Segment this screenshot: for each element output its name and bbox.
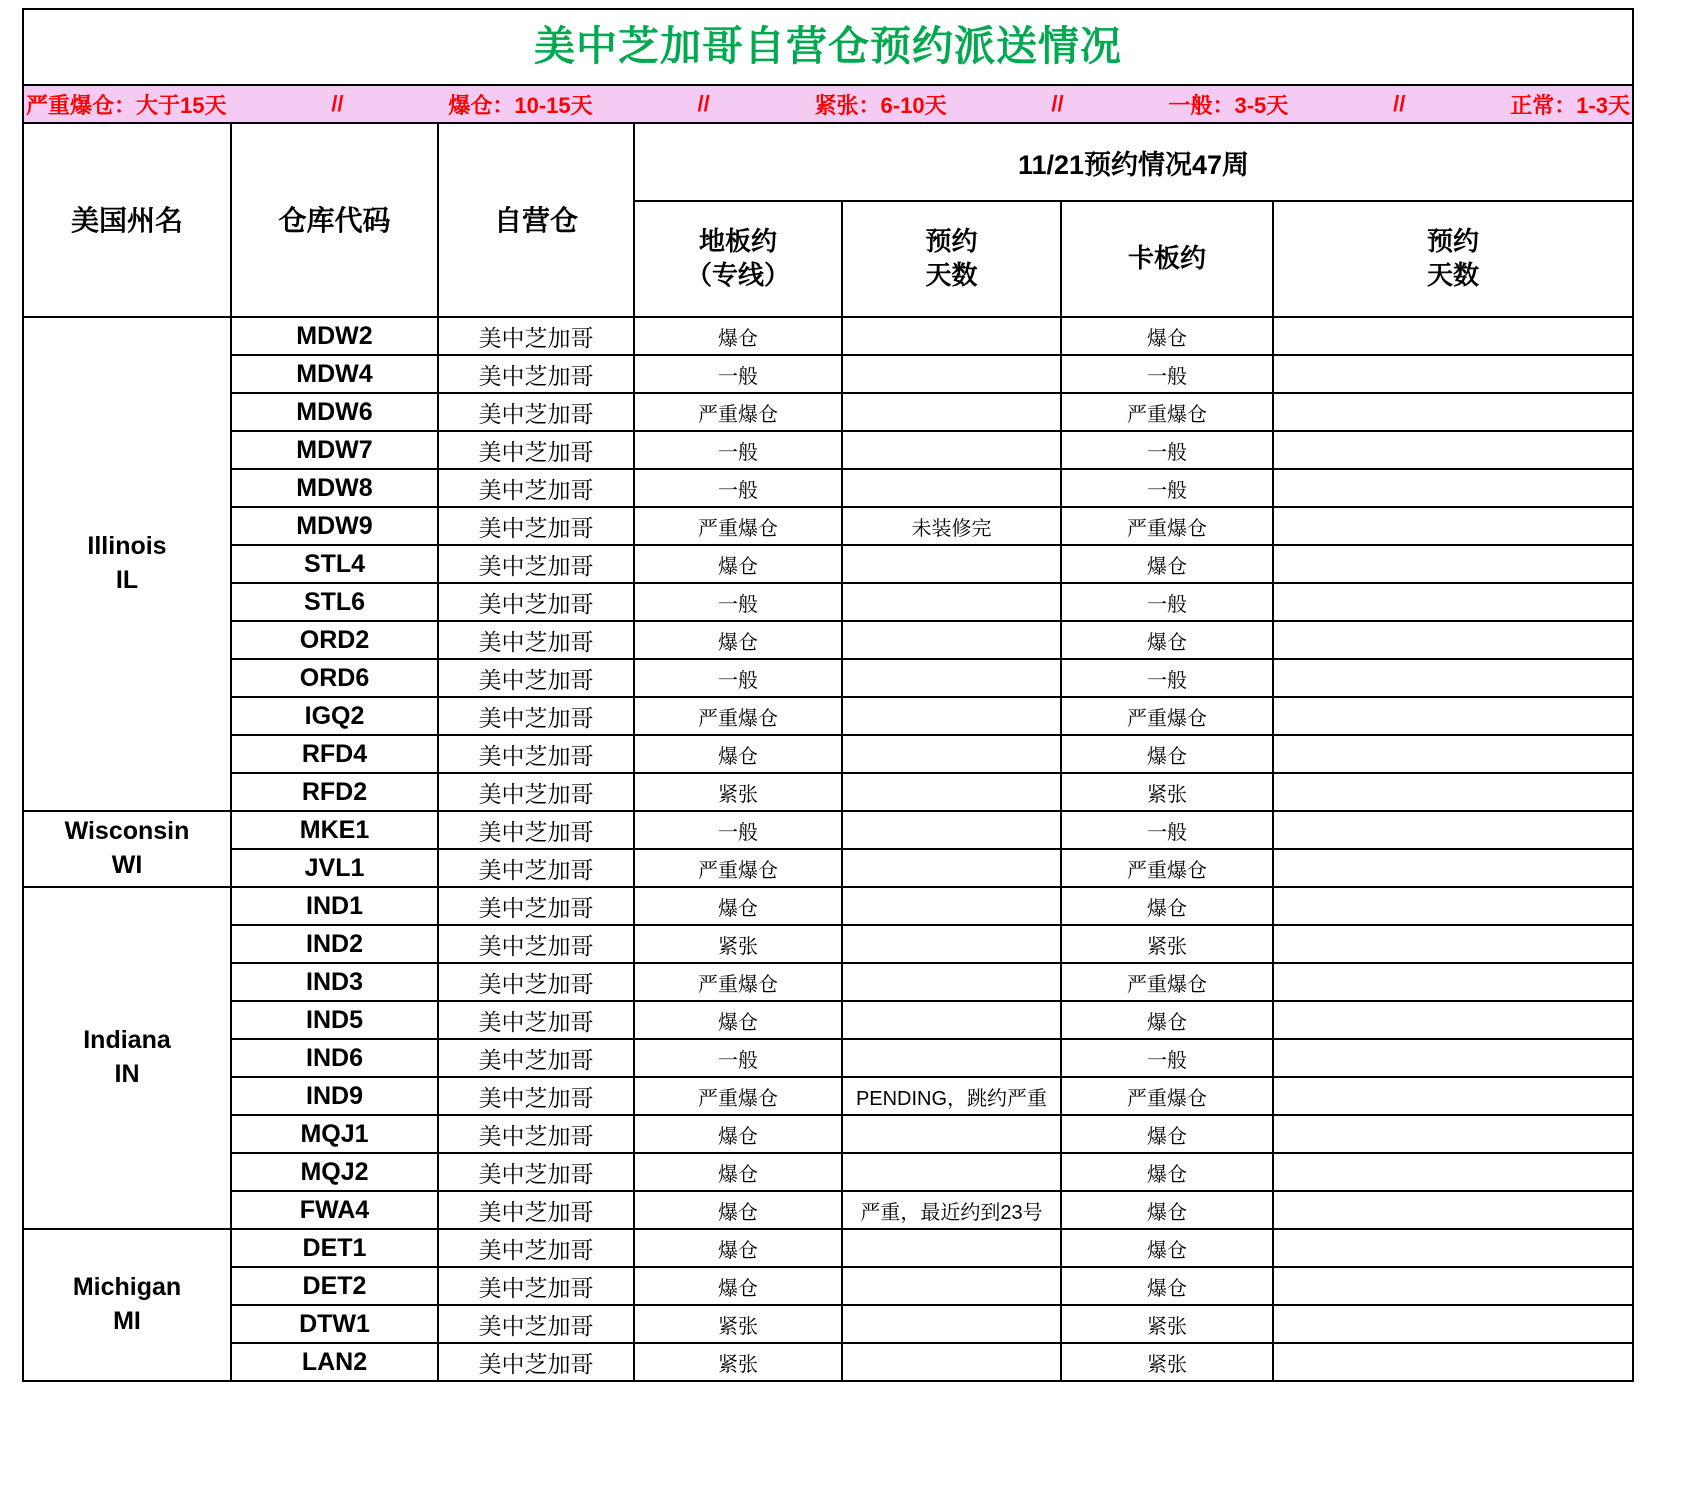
floor-status-cell: 严重爆仓 <box>634 393 842 431</box>
floor-status-cell: 紧张 <box>634 1343 842 1381</box>
header-floor-line1: 地板约 <box>698 226 777 257</box>
state-cell <box>23 317 231 811</box>
pallet-days-note-cell <box>1273 469 1633 507</box>
warehouse-code-cell: LAN2 <box>231 1343 438 1381</box>
floor-days-note-cell <box>842 811 1061 849</box>
floor-days-note-cell <box>842 1039 1061 1077</box>
pallet-status-cell: 爆仓 <box>1061 1229 1273 1267</box>
warehouse-code-cell: STL6 <box>231 583 438 621</box>
pallet-days-note-cell <box>1273 393 1633 431</box>
pallet-status-cell: 一般 <box>1061 469 1273 507</box>
pallet-status-cell: 紧张 <box>1061 925 1273 963</box>
legend-item: 严重爆仓：大于15天 <box>26 92 227 118</box>
title-row <box>23 9 1633 85</box>
floor-days-note-cell <box>842 735 1061 773</box>
pallet-days-note-cell <box>1273 1305 1633 1343</box>
warehouse-code-cell: MDW9 <box>231 507 438 545</box>
warehouse-name-cell: 美中芝加哥 <box>438 431 634 469</box>
warehouse-code-cell: IND3 <box>231 963 438 1001</box>
table-row <box>23 811 1633 849</box>
floor-days-note-cell <box>842 659 1061 697</box>
warehouse-code-cell: FWA4 <box>231 1191 438 1229</box>
table-row <box>23 393 1633 431</box>
pallet-status-cell: 爆仓 <box>1061 621 1273 659</box>
header-days1-line1: 预约 <box>925 226 978 257</box>
pallet-status-cell: 严重爆仓 <box>1061 393 1273 431</box>
warehouse-name-cell: 美中芝加哥 <box>438 1191 634 1229</box>
pallet-days-note-cell <box>1273 1077 1633 1115</box>
state-name: Wisconsin <box>64 817 190 846</box>
floor-days-note-cell <box>842 355 1061 393</box>
warehouse-name-cell: 美中芝加哥 <box>438 583 634 621</box>
floor-days-note-cell <box>842 1229 1061 1267</box>
pallet-days-note-cell <box>1273 963 1633 1001</box>
warehouse-name-cell: 美中芝加哥 <box>438 773 634 811</box>
floor-days-note-cell <box>842 431 1061 469</box>
state-name: Indiana <box>83 1026 171 1055</box>
floor-days-note-cell <box>842 1267 1061 1305</box>
warehouse-code-cell: DTW1 <box>231 1305 438 1343</box>
floor-days-note-cell <box>842 1305 1061 1343</box>
table-row <box>23 621 1633 659</box>
legend-cell <box>23 85 1633 123</box>
warehouse-code-cell: IND6 <box>231 1039 438 1077</box>
pallet-days-note-cell <box>1273 355 1633 393</box>
header-days-2 <box>1273 201 1633 317</box>
warehouse-name-cell: 美中芝加哥 <box>438 735 634 773</box>
floor-status-cell: 严重爆仓 <box>634 963 842 1001</box>
floor-status-cell: 紧张 <box>634 925 842 963</box>
floor-days-note-cell <box>842 887 1061 925</box>
pallet-days-note-cell <box>1273 1229 1633 1267</box>
floor-days-note-cell <box>842 1001 1061 1039</box>
table-row <box>23 545 1633 583</box>
warehouse-code-cell: ORD2 <box>231 621 438 659</box>
table-row <box>23 963 1633 1001</box>
pallet-status-cell: 一般 <box>1061 1039 1273 1077</box>
pallet-status-cell: 爆仓 <box>1061 887 1273 925</box>
warehouse-code-cell: IND5 <box>231 1001 438 1039</box>
warehouse-code-cell: MDW7 <box>231 431 438 469</box>
pallet-days-note-cell <box>1273 583 1633 621</box>
warehouse-name-cell: 美中芝加哥 <box>438 507 634 545</box>
floor-status-cell: 严重爆仓 <box>634 1077 842 1115</box>
legend-item: 正常：1-3天 <box>1510 92 1630 118</box>
floor-status-cell: 一般 <box>634 583 842 621</box>
warehouse-name-cell: 美中芝加哥 <box>438 1343 634 1381</box>
warehouse-name-cell: 美中芝加哥 <box>438 1305 634 1343</box>
legend-container <box>24 89 1632 120</box>
table-row <box>23 1039 1633 1077</box>
table-row <box>23 659 1633 697</box>
pallet-days-note-cell <box>1273 811 1633 849</box>
warehouse-name-cell: 美中芝加哥 <box>438 545 634 583</box>
table-row <box>23 1153 1633 1191</box>
floor-status-cell: 爆仓 <box>634 545 842 583</box>
pallet-status-cell: 一般 <box>1061 431 1273 469</box>
warehouse-name-cell: 美中芝加哥 <box>438 963 634 1001</box>
floor-status-cell: 爆仓 <box>634 1267 842 1305</box>
warehouse-code-cell: DET1 <box>231 1229 438 1267</box>
floor-status-cell: 爆仓 <box>634 317 842 355</box>
header-days2-line1: 预约 <box>1427 226 1480 257</box>
pallet-days-note-cell <box>1273 735 1633 773</box>
warehouse-name-cell: 美中芝加哥 <box>438 317 634 355</box>
table-row <box>23 773 1633 811</box>
pallet-status-cell: 爆仓 <box>1061 545 1273 583</box>
pallet-days-note-cell <box>1273 1191 1633 1229</box>
legend-separator: // <box>697 91 710 116</box>
page-title: 美中芝加哥自营仓预约派送情况 <box>534 23 1123 70</box>
table-row <box>23 583 1633 621</box>
pallet-days-note-cell <box>1273 887 1633 925</box>
header-days-1 <box>842 201 1061 317</box>
pallet-status-cell: 严重爆仓 <box>1061 963 1273 1001</box>
floor-status-cell: 一般 <box>634 1039 842 1077</box>
warehouse-name-cell: 美中芝加哥 <box>438 1153 634 1191</box>
pallet-status-cell: 爆仓 <box>1061 735 1273 773</box>
warehouse-name-cell: 美中芝加哥 <box>438 1229 634 1267</box>
spreadsheet-sheet <box>0 8 1704 1486</box>
pallet-status-cell: 爆仓 <box>1061 1115 1273 1153</box>
pallet-status-cell: 一般 <box>1061 583 1273 621</box>
header-floor-appointment <box>634 201 842 317</box>
legend-item: 紧张：6-10天 <box>814 92 947 118</box>
table-row <box>23 849 1633 887</box>
warehouse-name-cell: 美中芝加哥 <box>438 1267 634 1305</box>
warehouse-name-cell: 美中芝加哥 <box>438 355 634 393</box>
warehouse-name-cell: 美中芝加哥 <box>438 1001 634 1039</box>
pallet-status-cell: 爆仓 <box>1061 317 1273 355</box>
header-days1-line2: 天数 <box>925 260 978 290</box>
state-abbr: WI <box>111 851 143 879</box>
pallet-days-note-cell <box>1273 1001 1633 1039</box>
pallet-days-note-cell <box>1273 659 1633 697</box>
floor-days-note-cell <box>842 697 1061 735</box>
floor-status-cell: 爆仓 <box>634 735 842 773</box>
warehouse-code-cell: MDW8 <box>231 469 438 507</box>
pallet-status-cell: 紧张 <box>1061 773 1273 811</box>
table-row <box>23 925 1633 963</box>
warehouse-code-cell: JVL1 <box>231 849 438 887</box>
pallet-status-cell: 爆仓 <box>1061 1191 1273 1229</box>
warehouse-name-cell: 美中芝加哥 <box>438 469 634 507</box>
floor-days-note-cell <box>842 1343 1061 1381</box>
floor-status-cell: 爆仓 <box>634 1191 842 1229</box>
warehouse-name-cell: 美中芝加哥 <box>438 811 634 849</box>
page-title-cell <box>23 9 1633 85</box>
pallet-days-note-cell <box>1273 507 1633 545</box>
state-abbr: IL <box>115 566 139 594</box>
pallet-days-note-cell <box>1273 1267 1633 1305</box>
floor-status-cell: 严重爆仓 <box>634 697 842 735</box>
floor-days-note-cell: 严重，最近约到23号 <box>842 1191 1061 1229</box>
floor-status-cell: 严重爆仓 <box>634 849 842 887</box>
warehouse-name-cell: 美中芝加哥 <box>438 1077 634 1115</box>
table-row <box>23 697 1633 735</box>
floor-days-note-cell <box>842 469 1061 507</box>
floor-status-cell: 爆仓 <box>634 1115 842 1153</box>
pallet-days-note-cell <box>1273 697 1633 735</box>
pallet-days-note-cell <box>1273 773 1633 811</box>
pallet-status-cell: 爆仓 <box>1061 1267 1273 1305</box>
warehouse-name-cell: 美中芝加哥 <box>438 1115 634 1153</box>
floor-days-note-cell <box>842 393 1061 431</box>
floor-status-cell: 爆仓 <box>634 1153 842 1191</box>
legend-separator: // <box>1051 91 1064 116</box>
legend-item: 一般：3-5天 <box>1168 92 1289 118</box>
floor-days-note-cell <box>842 773 1061 811</box>
legend-separator: // <box>1393 91 1406 116</box>
floor-status-cell: 紧张 <box>634 1305 842 1343</box>
table-row <box>23 1267 1633 1305</box>
floor-days-note-cell <box>842 621 1061 659</box>
warehouse-code-cell: MDW2 <box>231 317 438 355</box>
pallet-status-cell: 一般 <box>1061 355 1273 393</box>
pallet-days-note-cell <box>1273 925 1633 963</box>
warehouse-code-cell: MQJ2 <box>231 1153 438 1191</box>
header-days2-line2: 天数 <box>1427 260 1480 290</box>
legend-row <box>23 85 1633 123</box>
floor-days-note-cell <box>842 1153 1061 1191</box>
floor-status-cell: 紧张 <box>634 773 842 811</box>
table-row <box>23 887 1633 925</box>
pallet-status-cell: 紧张 <box>1061 1305 1273 1343</box>
state-abbr: IN <box>114 1060 140 1088</box>
pallet-days-note-cell <box>1273 1153 1633 1191</box>
floor-status-cell: 严重爆仓 <box>634 507 842 545</box>
header-row-1 <box>23 123 1633 201</box>
warehouse-code-cell: IND9 <box>231 1077 438 1115</box>
table-row <box>23 507 1633 545</box>
warehouse-name-cell: 美中芝加哥 <box>438 697 634 735</box>
state-name: Illinois <box>87 532 167 561</box>
pallet-days-note-cell <box>1273 545 1633 583</box>
pallet-status-cell: 一般 <box>1061 811 1273 849</box>
warehouse-code-cell: STL4 <box>231 545 438 583</box>
warehouse-code-cell: RFD4 <box>231 735 438 773</box>
pallet-status-cell: 严重爆仓 <box>1061 849 1273 887</box>
header-code: 仓库代码 <box>231 123 438 317</box>
table-row <box>23 1229 1633 1267</box>
warehouse-status-table <box>22 8 1634 1382</box>
warehouse-code-cell: DET2 <box>231 1267 438 1305</box>
table-row <box>23 469 1633 507</box>
table-row <box>23 1191 1633 1229</box>
floor-status-cell: 爆仓 <box>634 1001 842 1039</box>
pallet-days-note-cell <box>1273 1115 1633 1153</box>
pallet-status-cell: 爆仓 <box>1061 1153 1273 1191</box>
state-abbr: MI <box>113 1307 141 1335</box>
legend-separator: // <box>331 91 344 116</box>
warehouse-code-cell: IND1 <box>231 887 438 925</box>
floor-days-note-cell <box>842 849 1061 887</box>
floor-status-cell: 爆仓 <box>634 621 842 659</box>
floor-status-cell: 一般 <box>634 431 842 469</box>
pallet-days-note-cell <box>1273 1343 1633 1381</box>
floor-status-cell: 一般 <box>634 469 842 507</box>
table-row <box>23 1343 1633 1381</box>
warehouse-code-cell: MQJ1 <box>231 1115 438 1153</box>
pallet-status-cell: 严重爆仓 <box>1061 697 1273 735</box>
header-state: 美国州名 <box>23 123 231 317</box>
table-row <box>23 1077 1633 1115</box>
warehouse-code-cell: RFD2 <box>231 773 438 811</box>
pallet-days-note-cell <box>1273 621 1633 659</box>
floor-status-cell: 一般 <box>634 659 842 697</box>
table-row <box>23 1305 1633 1343</box>
legend-item: 爆仓：10-15天 <box>448 92 593 118</box>
warehouse-code-cell: IND2 <box>231 925 438 963</box>
floor-days-note-cell: 未装修完 <box>842 507 1061 545</box>
floor-days-note-cell <box>842 963 1061 1001</box>
warehouse-name-cell: 美中芝加哥 <box>438 925 634 963</box>
warehouse-code-cell: MDW6 <box>231 393 438 431</box>
floor-days-note-cell <box>842 545 1061 583</box>
header-pallet-appointment: 卡板约 <box>1061 201 1273 317</box>
warehouse-code-cell: MDW4 <box>231 355 438 393</box>
table-row <box>23 431 1633 469</box>
pallet-status-cell: 紧张 <box>1061 1343 1273 1381</box>
pallet-status-cell: 一般 <box>1061 659 1273 697</box>
floor-days-note-cell: PENDING，跳约严重 <box>842 1077 1061 1115</box>
pallet-status-cell: 严重爆仓 <box>1061 507 1273 545</box>
floor-days-note-cell <box>842 1115 1061 1153</box>
warehouse-name-cell: 美中芝加哥 <box>438 1039 634 1077</box>
warehouse-code-cell: IGQ2 <box>231 697 438 735</box>
pallet-status-cell: 爆仓 <box>1061 1001 1273 1039</box>
warehouse-name-cell: 美中芝加哥 <box>438 659 634 697</box>
state-cell <box>23 887 231 1229</box>
table-row <box>23 1115 1633 1153</box>
floor-days-note-cell <box>842 925 1061 963</box>
table-row <box>23 735 1633 773</box>
floor-status-cell: 一般 <box>634 811 842 849</box>
warehouse-name-cell: 美中芝加哥 <box>438 849 634 887</box>
table-row <box>23 355 1633 393</box>
warehouse-name-cell: 美中芝加哥 <box>438 887 634 925</box>
warehouse-name-cell: 美中芝加哥 <box>438 393 634 431</box>
state-cell <box>23 811 231 887</box>
floor-days-note-cell <box>842 583 1061 621</box>
state-cell <box>23 1229 231 1381</box>
header-floor-line2: （专线） <box>685 260 790 290</box>
warehouse-code-cell: ORD6 <box>231 659 438 697</box>
floor-status-cell: 一般 <box>634 355 842 393</box>
floor-status-cell: 爆仓 <box>634 887 842 925</box>
pallet-days-note-cell <box>1273 1039 1633 1077</box>
pallet-days-note-cell <box>1273 849 1633 887</box>
floor-status-cell: 爆仓 <box>634 1229 842 1267</box>
pallet-days-note-cell <box>1273 317 1633 355</box>
header-warehouse: 自营仓 <box>438 123 634 317</box>
warehouse-code-cell: MKE1 <box>231 811 438 849</box>
pallet-status-cell: 严重爆仓 <box>1061 1077 1273 1115</box>
pallet-days-note-cell <box>1273 431 1633 469</box>
table-row <box>23 1001 1633 1039</box>
floor-days-note-cell <box>842 317 1061 355</box>
table-row <box>23 317 1633 355</box>
state-name: Michigan <box>72 1273 182 1302</box>
header-group-title: 11/21预约情况47周 <box>634 123 1633 201</box>
warehouse-name-cell: 美中芝加哥 <box>438 621 634 659</box>
